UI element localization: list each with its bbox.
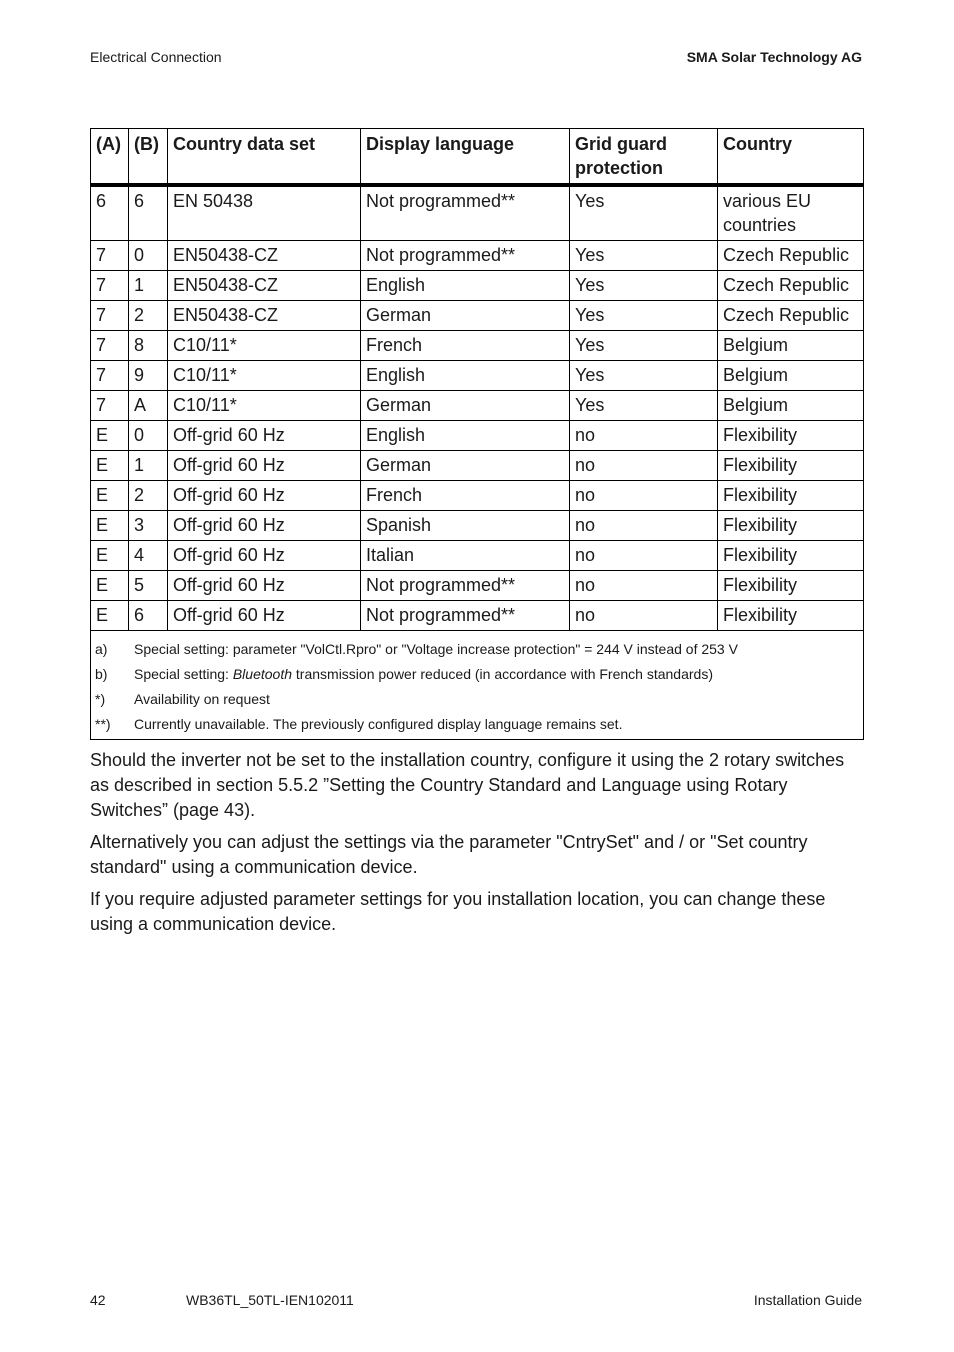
table-cell: Yes (570, 391, 718, 421)
footnote (95, 687, 859, 712)
header-section: Electrical Connection (90, 49, 222, 65)
table-cell: Yes (570, 361, 718, 391)
table-row (91, 361, 864, 391)
table-cell: EN 50438 (168, 185, 361, 241)
table-row (91, 571, 864, 601)
footnote (95, 662, 859, 687)
table-cell: Belgium (718, 391, 864, 421)
table-cell: Czech Republic (718, 271, 864, 301)
paragraph-adjusted-parameters: If you require adjusted parameter settings for you installation location, you can change these using a communication device. (90, 889, 826, 934)
table-cell: English (361, 271, 570, 301)
table-cell: French (361, 331, 570, 361)
table-cell: 2 (129, 301, 168, 331)
footnote-key: *) (95, 691, 106, 707)
table-cell: Not programmed** (361, 185, 570, 241)
table-cell: E (91, 481, 129, 511)
footnote (95, 712, 859, 737)
table-cell: 5 (129, 571, 168, 601)
table-row (91, 511, 864, 541)
table-cell: Yes (570, 301, 718, 331)
table-cell: Flexibility (718, 511, 864, 541)
table-cell: 7 (91, 271, 129, 301)
table-row (91, 185, 864, 241)
footnote-text (134, 687, 270, 712)
footnote-text-part: Special setting: parameter "VolCtl.Rpro" or "Voltage increase protection" = 244 V instead of 253 V (134, 641, 738, 657)
table-cell: Not programmed** (361, 241, 570, 271)
table-cell: Off-grid 60 Hz (168, 571, 361, 601)
table-cell: E (91, 451, 129, 481)
paragraph-alternative-settings: Alternatively you can adjust the settings via the parameter "CntrySet" and / or "Set country standard" using a communication device. (90, 832, 808, 877)
table-row (91, 331, 864, 361)
table-cell: A (129, 391, 168, 421)
table-cell: Not programmed** (361, 571, 570, 601)
table-cell: Off-grid 60 Hz (168, 541, 361, 571)
table-cell: English (361, 421, 570, 451)
table-row (91, 601, 864, 631)
table-cell: French (361, 481, 570, 511)
col-header-country: Country (718, 129, 864, 186)
table-cell: Yes (570, 185, 718, 241)
table-cell: E (91, 571, 129, 601)
table-cell: Spanish (361, 511, 570, 541)
table-cell: Off-grid 60 Hz (168, 451, 361, 481)
table-cell: Not programmed** (361, 601, 570, 631)
table-cell: C10/11* (168, 331, 361, 361)
table-cell: various EU countries (718, 185, 864, 241)
col-header-a: (A) (91, 129, 129, 186)
col-header-display-language: Display language (361, 129, 570, 186)
table-cell: 7 (91, 301, 129, 331)
table-cell: 7 (91, 241, 129, 271)
table-cell: Flexibility (718, 571, 864, 601)
table-cell: Yes (570, 241, 718, 271)
footer-document-type: Installation Guide (753, 1292, 862, 1308)
table-cell: Yes (570, 331, 718, 361)
table-cell: no (570, 571, 718, 601)
table-cell: Off-grid 60 Hz (168, 511, 361, 541)
table-cell: Flexibility (718, 541, 864, 571)
footnote (95, 637, 859, 662)
footnote-text-part: Availability on request (134, 691, 270, 707)
footnote-emphasis: Bluetooth (232, 666, 293, 682)
table-cell: no (570, 511, 718, 541)
table-cell: 4 (129, 541, 168, 571)
table-cell: 3 (129, 511, 168, 541)
table-cell: Yes (570, 271, 718, 301)
table-cell: Flexibility (718, 451, 864, 481)
table-cell: Belgium (718, 331, 864, 361)
table-cell: 7 (91, 391, 129, 421)
table-cell: 0 (129, 421, 168, 451)
footnote-text-part: Currently unavailable. The previously configured display language remains set. (134, 716, 623, 732)
footnote-key: **) (95, 716, 111, 732)
footnote-text (134, 637, 738, 662)
table-cell: E (91, 511, 129, 541)
col-header-b: (B) (129, 129, 168, 186)
table-notes-row (91, 631, 864, 740)
table-cell: 9 (129, 361, 168, 391)
table-cell: E (91, 421, 129, 451)
table-cell: no (570, 481, 718, 511)
footnote-text (134, 712, 622, 737)
table-cell: 6 (129, 601, 168, 631)
table-cell: C10/11* (168, 361, 361, 391)
table-cell: Italian (361, 541, 570, 571)
table-row (91, 481, 864, 511)
table-cell: Off-grid 60 Hz (168, 601, 361, 631)
table-cell: German (361, 391, 570, 421)
table-cell: 7 (91, 331, 129, 361)
table-cell: EN50438-CZ (168, 241, 361, 271)
table-notes (91, 631, 864, 740)
table-header-row (91, 129, 864, 186)
country-data-table (90, 128, 864, 740)
table-cell: 1 (129, 451, 168, 481)
table-cell: German (361, 451, 570, 481)
footnote-key: a) (95, 641, 108, 657)
table-row (91, 271, 864, 301)
table-cell: no (570, 421, 718, 451)
table-cell: Flexibility (718, 601, 864, 631)
table-cell: 1 (129, 271, 168, 301)
table-cell: English (361, 361, 570, 391)
table-row (91, 301, 864, 331)
table-row (91, 241, 864, 271)
table-cell: Off-grid 60 Hz (168, 481, 361, 511)
footer-page-number: 42 (90, 1292, 106, 1308)
paragraph-rotary-switches: Should the inverter not be set to the installation country, configure it using the 2 rotary switches as described in section 5.5.2 ”Setting the Country Standard and Language using Rotary Switches” (page 43). (90, 750, 845, 820)
table-cell: 7 (91, 361, 129, 391)
table-cell: no (570, 451, 718, 481)
table-cell: no (570, 541, 718, 571)
table-cell: EN50438-CZ (168, 301, 361, 331)
table-cell: E (91, 541, 129, 571)
footnote-text (134, 662, 713, 687)
table-cell: 6 (91, 185, 129, 241)
table-body (91, 185, 864, 631)
table-row (91, 421, 864, 451)
footnote-text-part: Special setting: (134, 666, 233, 682)
table-cell: 0 (129, 241, 168, 271)
table-cell: 2 (129, 481, 168, 511)
footnote-text-part: transmission power reduced (in accordance with French standards) (292, 666, 713, 682)
table-cell: EN50438-CZ (168, 271, 361, 301)
table-cell: E (91, 601, 129, 631)
table-cell: C10/11* (168, 391, 361, 421)
footer-document-code: WB36TL_50TL-IEN102011 (186, 1292, 354, 1308)
table-row (91, 451, 864, 481)
table-row (91, 541, 864, 571)
table-cell: no (570, 601, 718, 631)
table-cell: German (361, 301, 570, 331)
table-cell: Flexibility (718, 421, 864, 451)
col-header-country-data-set: Country data set (168, 129, 361, 186)
table-cell: 8 (129, 331, 168, 361)
header-company: SMA Solar Technology AG (686, 49, 862, 65)
col-header-grid-guard: Grid guard protection (570, 129, 718, 186)
table-cell: 6 (129, 185, 168, 241)
table-cell: Czech Republic (718, 301, 864, 331)
table-cell: Flexibility (718, 481, 864, 511)
table-cell: Off-grid 60 Hz (168, 421, 361, 451)
table-cell: Belgium (718, 361, 864, 391)
footnote-key: b) (95, 666, 108, 682)
table-cell: Czech Republic (718, 241, 864, 271)
table-row (91, 391, 864, 421)
